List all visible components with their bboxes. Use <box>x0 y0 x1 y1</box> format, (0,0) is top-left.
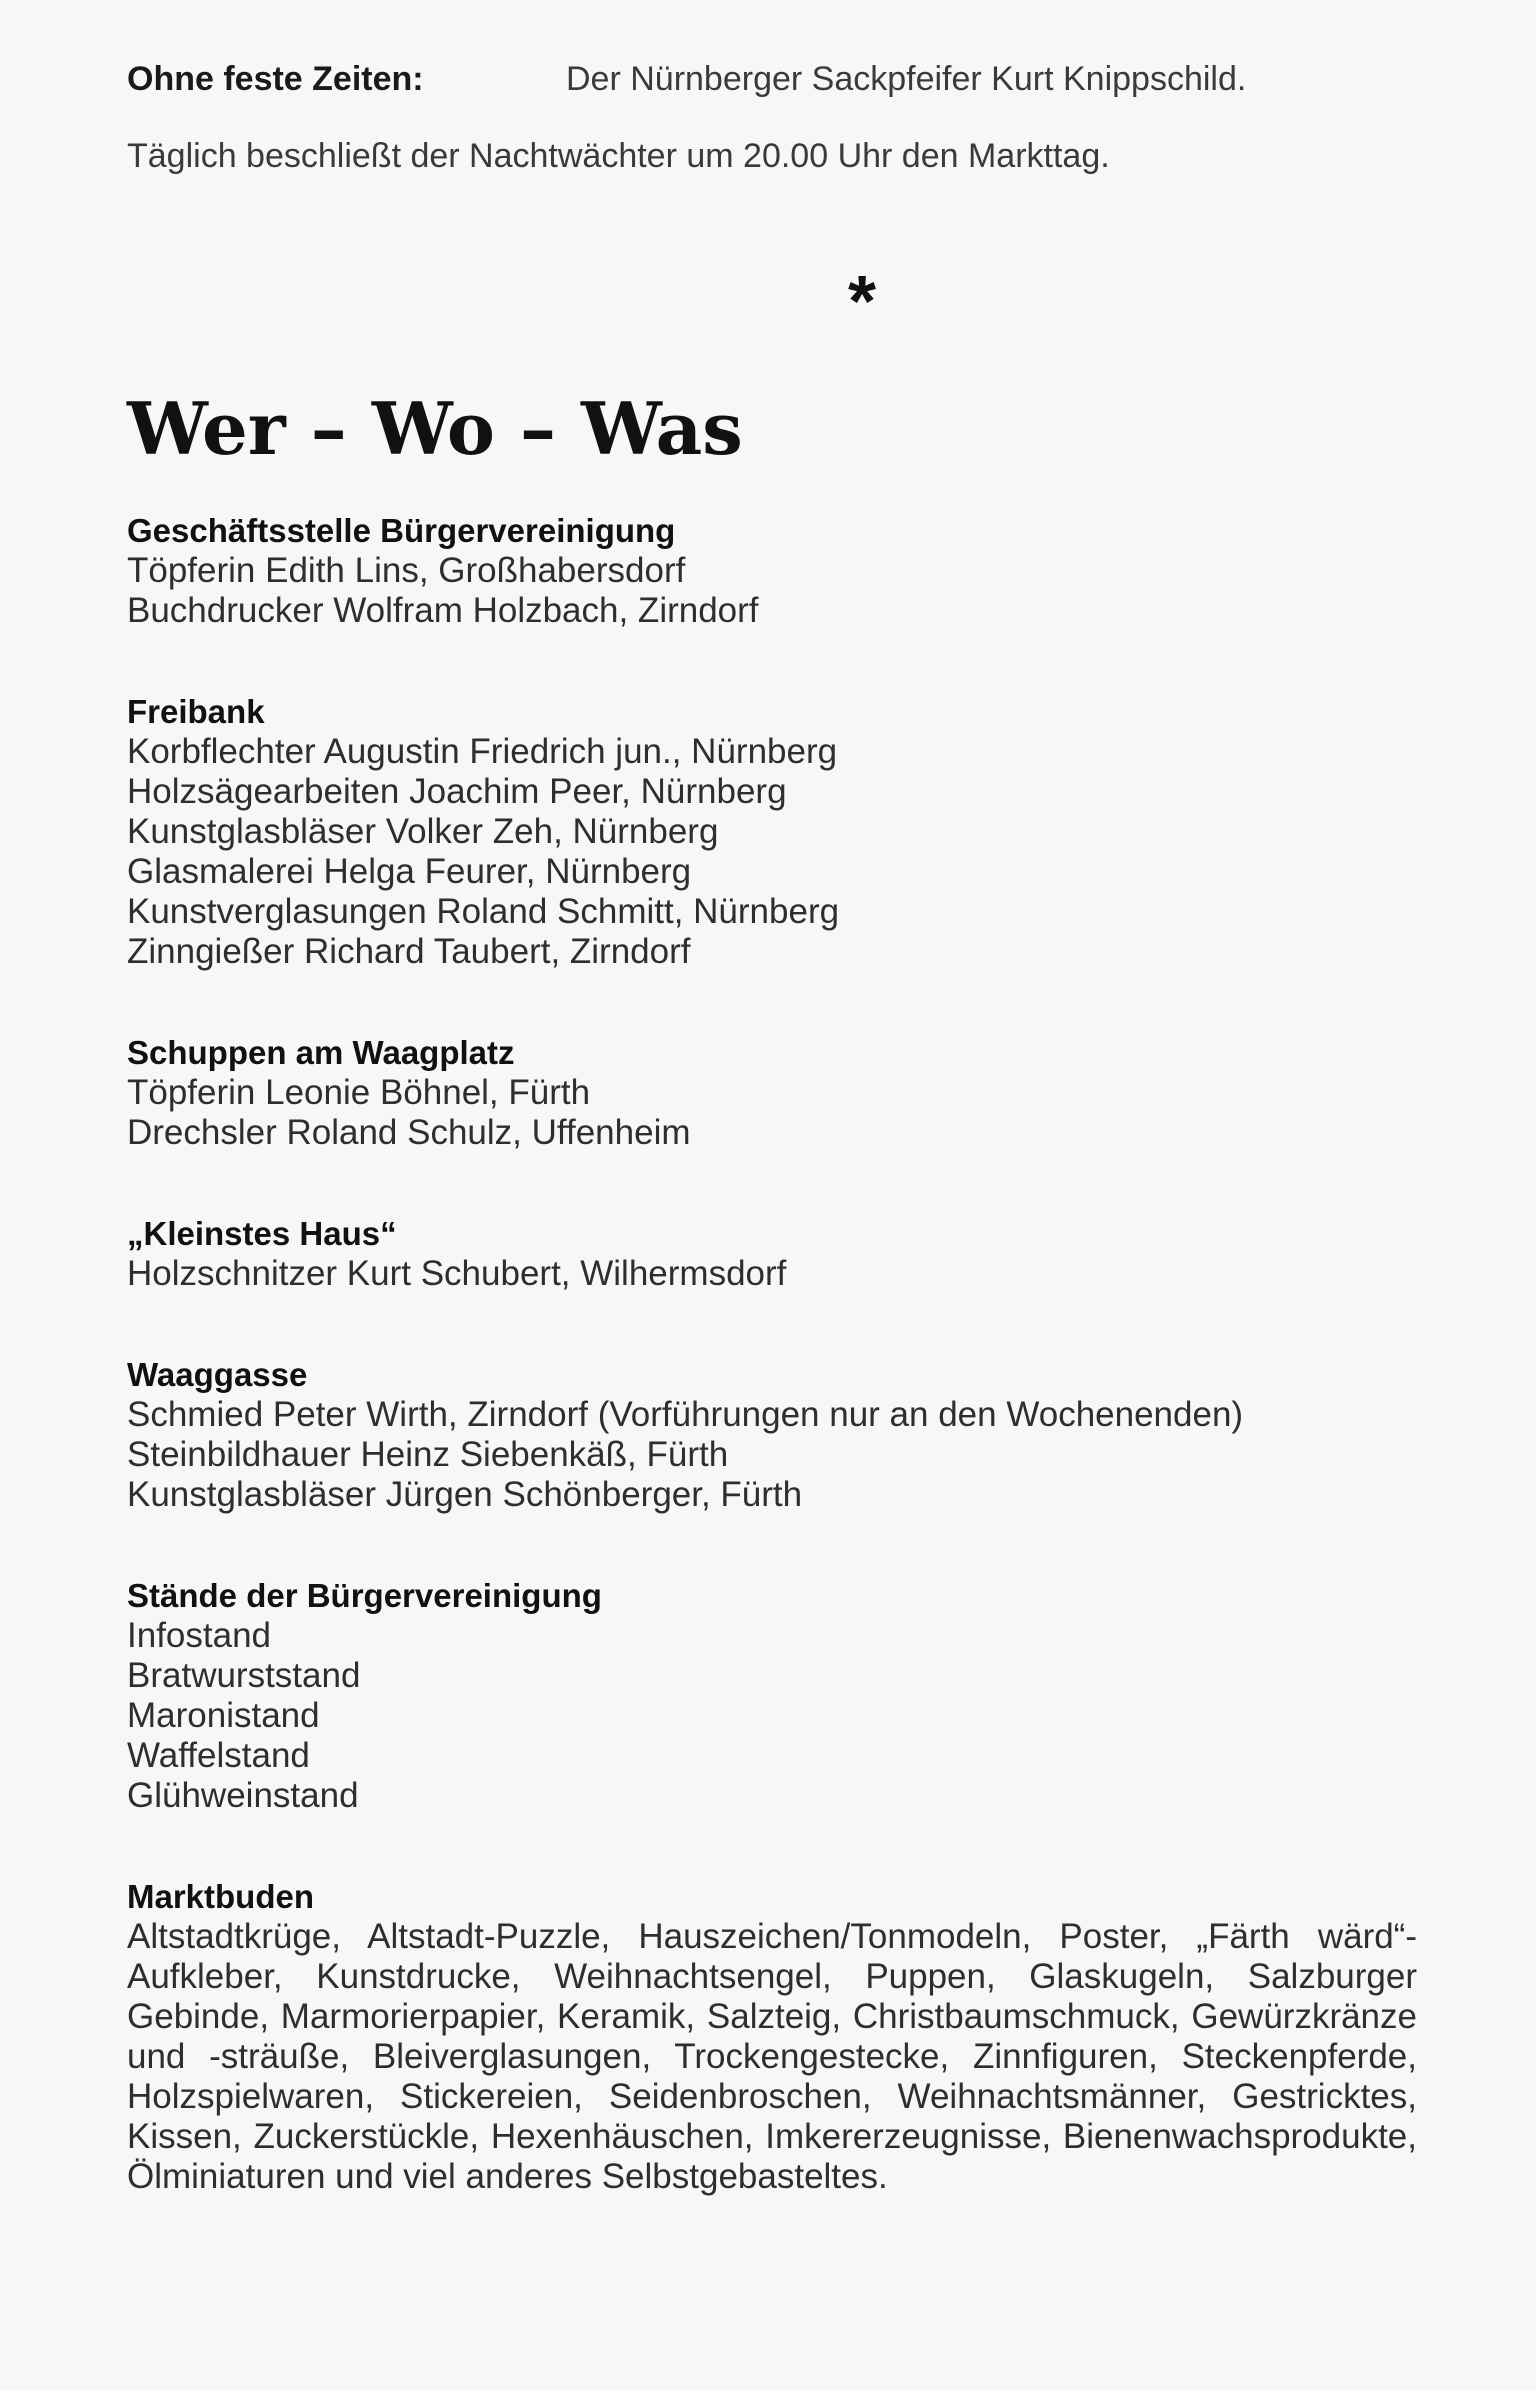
section-entry: Buchdrucker Wolfram Holzbach, Zirndorf <box>127 591 759 630</box>
page-title: Wer – Wo – Was <box>127 386 743 471</box>
section-freibank <box>127 692 1417 972</box>
section-heading: „Kleinstes Haus“ <box>127 1215 397 1252</box>
market-goods-paragraph: Altstadtkrüge, Altstadt-Puzzle, Hauszeichen/Tonmodeln, Poster, „Färth wärd“-Aufkleber, Kunstdrucke, Weihnachtsengel, Puppen, Glaskugeln, Salzburger Gebinde, Marmorierpapier, Keramik, Salzteig, Christbaumschmuck, Gewürzkränze und -sträuße, Bleiverglasungen, Trockengestecke, Zinnfiguren, Steckenpferde, Holzspielwaren, Stickereien, Seidenbroschen, Weihnachtsmänner, Gestricktes, Kissen, Zuckerstückle, Hexenhäuschen, Imkererzeugnisse, Bienenwachsprodukte, Ölminiaturen und viel anderes Selbstgebasteltes. <box>127 1917 1417 2196</box>
section-entry: Kunstglasbläser Jürgen Schönberger, Fürth <box>127 1475 803 1514</box>
sections-list <box>127 511 1417 2197</box>
section-entry: Kunstglasbläser Volker Zeh, Nürnberg <box>127 812 719 851</box>
section-entry: Infostand <box>127 1616 271 1655</box>
fixed-times-value: Der Nürnberger Sackpfeifer Kurt Knippschild. <box>566 60 1247 98</box>
section-geschaeftsstelle <box>127 511 1417 631</box>
section-entry: Kunstverglasungen Roland Schmitt, Nürnberg <box>127 892 840 931</box>
section-entry: Korbflechter Augustin Friedrich jun., Nürnberg <box>127 732 838 771</box>
daily-note: Täglich beschließt der Nachtwächter um 20.00 Uhr den Markttag. <box>127 137 1110 175</box>
section-entry: Waffelstand <box>127 1736 310 1775</box>
section-marktbuden <box>127 1877 1417 2197</box>
fixed-times-line <box>127 58 1246 100</box>
section-staende <box>127 1576 1417 1816</box>
section-entry: Steinbildhauer Heinz Siebenkäß, Fürth <box>127 1435 729 1474</box>
section-heading: Schuppen am Waagplatz <box>127 1034 515 1071</box>
section-entry: Holzsägearbeiten Joachim Peer, Nürnberg <box>127 772 787 811</box>
section-entry: Maronistand <box>127 1696 320 1735</box>
section-entry: Glasmalerei Helga Feurer, Nürnberg <box>127 852 692 891</box>
section-schuppen <box>127 1033 1417 1153</box>
section-heading: Stände der Bürgervereinigung <box>127 1577 602 1614</box>
section-entry: Drechsler Roland Schulz, Uffenheim <box>127 1113 691 1152</box>
section-heading: Geschäftsstelle Bürgervereinigung <box>127 512 676 549</box>
section-entry: Holzschnitzer Kurt Schubert, Wilhermsdorf <box>127 1254 787 1293</box>
section-entry: Glühweinstand <box>127 1776 359 1815</box>
section-entry: Schmied Peter Wirth, Zirndorf (Vorführungen nur an den Wochenenden) <box>127 1395 1244 1434</box>
section-entry: Zinngießer Richard Taubert, Zirndorf <box>127 932 691 971</box>
section-kleinstes-haus <box>127 1214 1417 1294</box>
section-heading: Freibank <box>127 693 265 730</box>
section-waaggasse <box>127 1355 1417 1515</box>
section-entry: Töpferin Edith Lins, Großhabersdorf <box>127 551 686 590</box>
section-entry: Töpferin Leonie Böhnel, Fürth <box>127 1073 591 1112</box>
fixed-times-label: Ohne feste Zeiten: <box>127 60 424 98</box>
asterisk-separator: * <box>848 262 877 342</box>
section-entry: Bratwurststand <box>127 1656 361 1695</box>
section-heading: Waaggasse <box>127 1356 308 1393</box>
section-heading: Marktbuden <box>127 1878 315 1915</box>
